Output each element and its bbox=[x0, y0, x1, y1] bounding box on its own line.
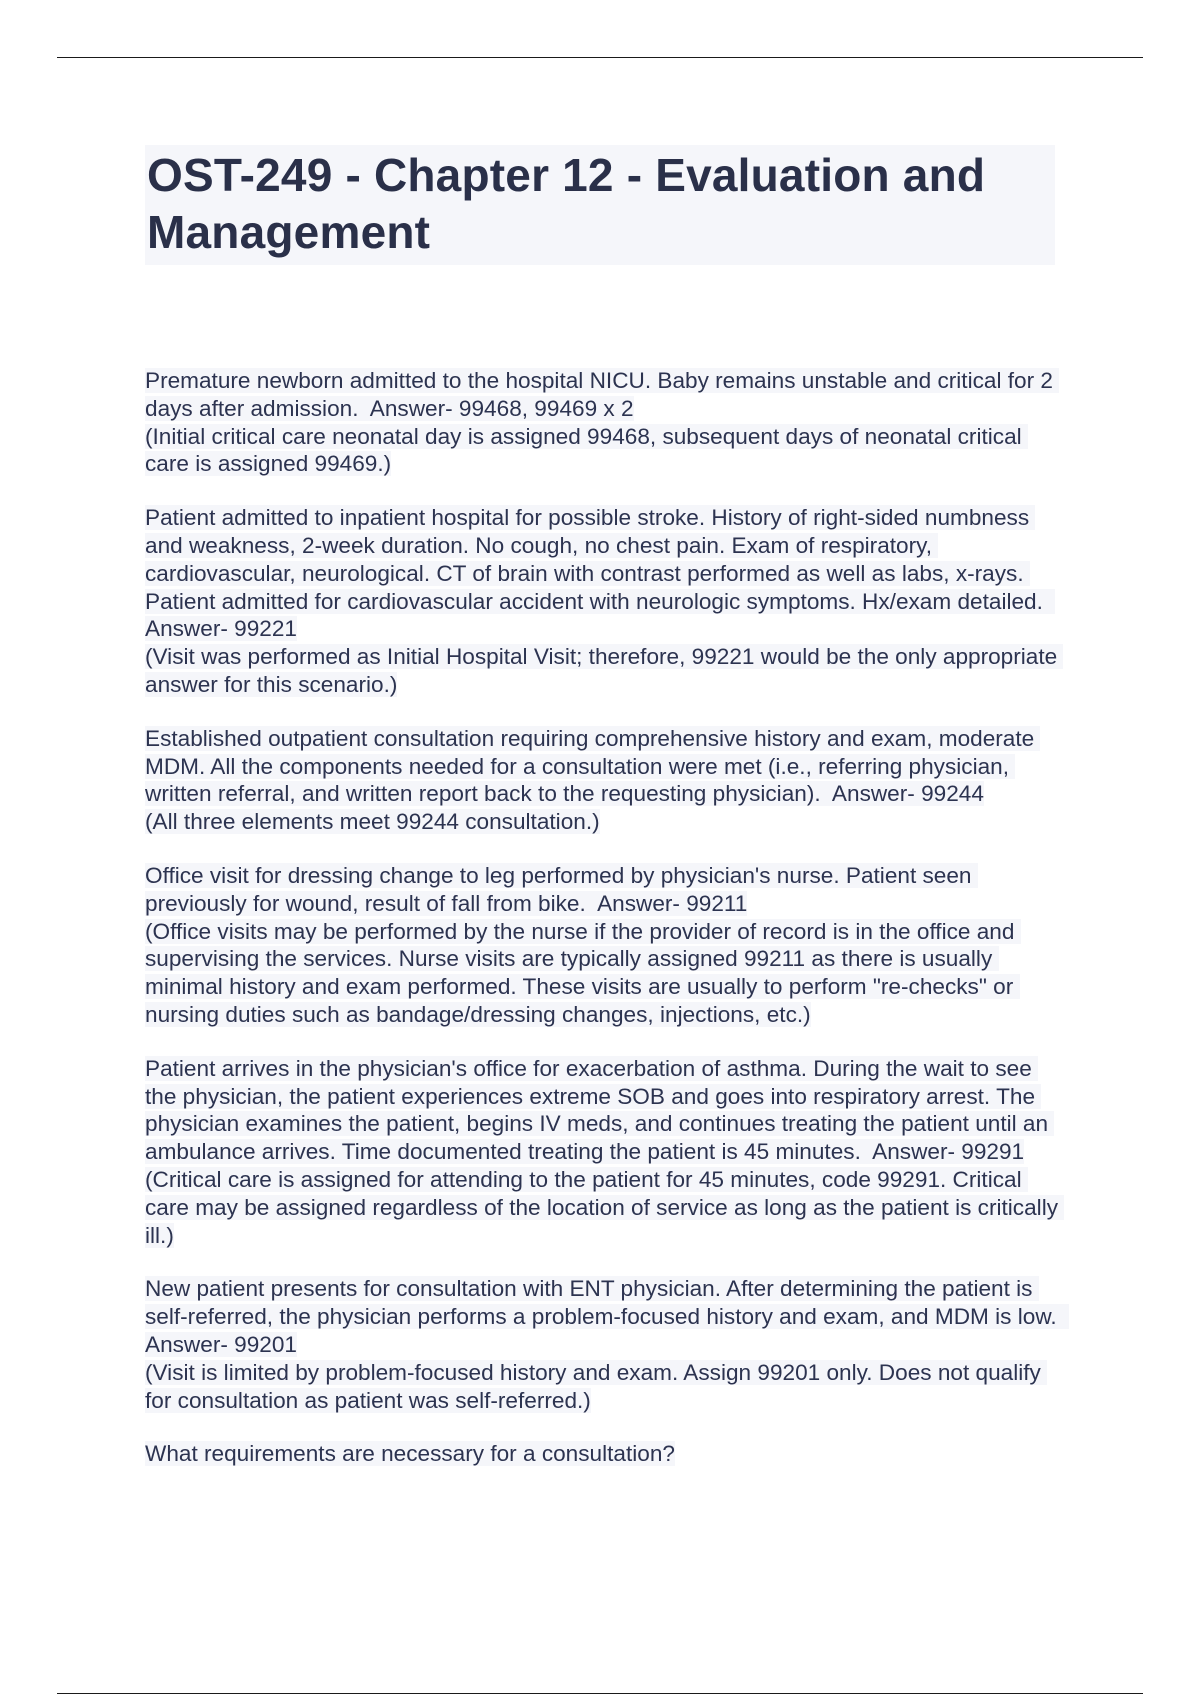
qa-item bbox=[145, 1440, 1065, 1468]
qa-item bbox=[145, 862, 1065, 1029]
explanation-text: (Initial critical care neonatal day is assigned 99468, subsequent days of neonatal critical care is assigned 99469.) bbox=[145, 423, 1028, 477]
question-text: Patient admitted to inpatient hospital for possible stroke. History of right-sided numbness and weakness, 2-week duration. No cough, no chest pain. Exam of respiratory, cardiovascular, neurological. CT of brain with contrast performed as well as labs, x-rays. Patient admitted for cardiovascular accident with neurologic symptoms. Hx/exam detailed. Answer- 99221 bbox=[145, 505, 1056, 642]
question-text: Premature newborn admitted to the hospital NICU. Baby remains unstable and critical for 2 days after admission. Answer- 99468, 99469 x 2 bbox=[145, 368, 1060, 421]
qa-list bbox=[145, 367, 1070, 1468]
top-divider bbox=[57, 57, 1143, 58]
explanation-text: (Visit was performed as Initial Hospital Visit; therefore, 99221 would be the only appropriate answer for this scenario.) bbox=[145, 644, 1064, 697]
bottom-divider bbox=[57, 1693, 1143, 1694]
qa-item bbox=[145, 367, 1065, 478]
qa-item bbox=[145, 504, 1065, 699]
qa-item bbox=[145, 725, 1065, 836]
qa-item bbox=[145, 1275, 1070, 1414]
qa-item bbox=[145, 1055, 1065, 1250]
explanation-text: (All three elements meet 99244 consultation.) bbox=[145, 809, 600, 835]
title-block bbox=[145, 145, 1055, 265]
question-text: What requirements are necessary for a consultation? bbox=[145, 1441, 675, 1467]
explanation-text: (Critical care is assigned for attending to the patient for 45 minutes, code 99291. Critical care may be assigned regardless of the location of service as long as the patient is critically ill.) bbox=[145, 1166, 1065, 1248]
question-text: New patient presents for consultation with ENT physician. After determining the patient is self-referred, the physician performs a problem-focused history and exam, and MDM is low. Answer- 99201 bbox=[145, 1276, 1070, 1357]
question-text: Established outpatient consultation requiring comprehensive history and exam, moderate MDM. All the components needed for a consultation were met (i.e., referring physician, written referral, and written report back to the requesting physician). Answer- 99244 bbox=[145, 725, 1041, 807]
document-title: OST-249 - Chapter 12 - Evaluation and Management bbox=[147, 149, 986, 258]
explanation-text: (Office visits may be performed by the nurse if the provider of record is in the office and supervising the services. Nurse visits are typically assigned 99211 as there is usually minimal history and exam performed. These visits are usually to perform "re-checks" or nursing duties such as bandage/dressing changes, injections, etc.) bbox=[145, 918, 1021, 1027]
question-text: Office visit for dressing change to leg performed by physician's nurse. Patient seen previously for wound, result of fall from bike. Answer- 99211 bbox=[145, 862, 978, 916]
explanation-text: (Visit is limited by problem-focused history and exam. Assign 99201 only. Does not qualify for consultation as patient was self-referred.) bbox=[145, 1359, 1048, 1413]
question-text: Patient arrives in the physician's office for exacerbation of asthma. During the wait to see the physician, the patient experiences extreme SOB and goes into respiratory arrest. The physician examines the patient, begins IV meds, and continues treating the patient until an ambulance arrives. Time documented treating the patient is 45 minutes. Answer- 99291 bbox=[145, 1055, 1055, 1165]
